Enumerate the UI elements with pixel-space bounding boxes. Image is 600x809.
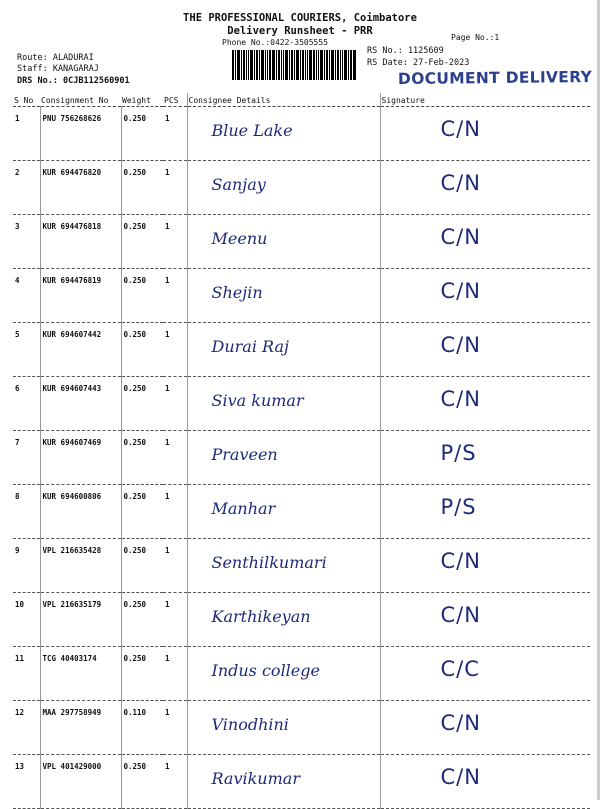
rs-date: RS Date: 27-Feb-2023: [367, 58, 470, 68]
cell-signature-handwritten: C/N: [380, 215, 590, 269]
cell-sno: 11: [13, 647, 40, 701]
cell-pcs: 1: [163, 755, 187, 809]
cell-consignee-handwritten: Meenu: [187, 215, 380, 269]
cell-consignment-no: MAA 297758949: [40, 701, 121, 755]
cell-consignee-handwritten: Karthikeyan: [187, 593, 380, 647]
table-row: [13, 323, 590, 377]
cell-consignee-handwritten: Senthilkumari: [187, 539, 380, 593]
cell-consignee-handwritten: Blue Lake: [187, 107, 380, 161]
cell-sno: 1: [13, 107, 40, 161]
cell-sno: 3: [13, 215, 40, 269]
table-row: [13, 755, 590, 809]
cell-consignee-handwritten: Manhar: [187, 485, 380, 539]
cell-signature-handwritten: P/S: [380, 485, 590, 539]
cell-signature-handwritten: C/N: [380, 539, 590, 593]
cell-pcs: 1: [163, 647, 187, 701]
cell-consignment-no: VPL 401429000: [40, 755, 121, 809]
cell-weight: 0.110: [121, 701, 163, 755]
staff-label: Staff: KANAGARAJ: [17, 64, 99, 74]
cell-pcs: 1: [163, 431, 187, 485]
phone-number: Phone No.:0422-3505555: [222, 38, 328, 47]
route-label: Route: ALADURAI: [17, 53, 94, 63]
cell-pcs: 1: [163, 269, 187, 323]
cell-signature-handwritten: C/N: [380, 701, 590, 755]
cell-consignment-no: KUR 694607442: [40, 323, 121, 377]
table-row: [13, 647, 590, 701]
cell-pcs: 1: [163, 161, 187, 215]
document-delivery-stamp: DOCUMENT DELIVERY: [397, 67, 593, 89]
cell-signature-handwritten: C/N: [380, 593, 590, 647]
col-header-consignment: Consignment No: [40, 93, 121, 107]
cell-consignment-no: PNU 756268626: [40, 107, 121, 161]
barcode-icon: [232, 50, 356, 80]
cell-sno: 7: [13, 431, 40, 485]
cell-weight: 0.250: [121, 539, 163, 593]
cell-consignee-handwritten: Durai Raj: [187, 323, 380, 377]
table-row: [13, 107, 590, 161]
cell-signature-handwritten: C/N: [380, 755, 590, 809]
table-row: [13, 161, 590, 215]
table-row: [13, 539, 590, 593]
cell-sno: 10: [13, 593, 40, 647]
cell-consignment-no: TCG 40403174: [40, 647, 121, 701]
cell-consignee-handwritten: Shejin: [187, 269, 380, 323]
cell-pcs: 1: [163, 377, 187, 431]
cell-signature-handwritten: C/N: [380, 323, 590, 377]
cell-pcs: 1: [163, 485, 187, 539]
col-header-weight: Weight: [121, 93, 163, 107]
col-header-consignee: Consignee Details: [187, 93, 380, 107]
cell-consignment-no: VPL 216635428: [40, 539, 121, 593]
col-header-sno: S No: [13, 93, 40, 107]
col-header-pcs: PCS: [163, 93, 187, 107]
cell-pcs: 1: [163, 593, 187, 647]
cell-sno: 5: [13, 323, 40, 377]
cell-consignee-handwritten: Indus college: [187, 647, 380, 701]
table-row: [13, 593, 590, 647]
cell-consignment-no: KUR 694607469: [40, 431, 121, 485]
cell-pcs: 1: [163, 539, 187, 593]
company-title: THE PROFESSIONAL COURIERS, Coimbatore: [183, 12, 417, 24]
cell-consignment-no: KUR 694607443: [40, 377, 121, 431]
cell-consignment-no: KUR 694476820: [40, 161, 121, 215]
cell-sno: 2: [13, 161, 40, 215]
cell-signature-handwritten: C/N: [380, 269, 590, 323]
cell-consignee-handwritten: Ravikumar: [187, 755, 380, 809]
cell-sno: 12: [13, 701, 40, 755]
cell-weight: 0.250: [121, 647, 163, 701]
cell-consignee-handwritten: Sanjay: [187, 161, 380, 215]
page-number: Page No.:1: [451, 33, 500, 42]
cell-weight: 0.250: [121, 323, 163, 377]
cell-signature-handwritten: C/N: [380, 377, 590, 431]
cell-consignee-handwritten: Siva kumar: [187, 377, 380, 431]
rs-number: RS No.: 1125609: [367, 46, 444, 56]
cell-weight: 0.250: [121, 377, 163, 431]
table-row: [13, 701, 590, 755]
drs-number: DRS No.: 0CJB112560901: [17, 76, 130, 86]
cell-weight: 0.250: [121, 107, 163, 161]
cell-consignment-no: KUR 694476819: [40, 269, 121, 323]
runsheet-title: Delivery Runsheet - PRR: [227, 25, 373, 37]
table-row: [13, 485, 590, 539]
cell-consignment-no: VPL 216635179: [40, 593, 121, 647]
cell-sno: 9: [13, 539, 40, 593]
cell-weight: 0.250: [121, 755, 163, 809]
cell-sno: 13: [13, 755, 40, 809]
table-row: [13, 215, 590, 269]
cell-weight: 0.250: [121, 215, 163, 269]
table-row: [13, 269, 590, 323]
table-row: [13, 431, 590, 485]
cell-signature-handwritten: C/C: [380, 647, 590, 701]
runsheet-table: [13, 93, 590, 809]
col-header-signature: Signature: [380, 93, 590, 107]
cell-sno: 8: [13, 485, 40, 539]
cell-consignee-handwritten: Vinodhini: [187, 701, 380, 755]
cell-consignee-handwritten: Praveen: [187, 431, 380, 485]
cell-weight: 0.250: [121, 431, 163, 485]
table-header-row: [13, 93, 590, 107]
cell-consignment-no: KUR 694476818: [40, 215, 121, 269]
cell-consignment-no: KUR 694600806: [40, 485, 121, 539]
cell-pcs: 1: [163, 701, 187, 755]
cell-sno: 6: [13, 377, 40, 431]
cell-weight: 0.250: [121, 593, 163, 647]
cell-pcs: 1: [163, 107, 187, 161]
cell-signature-handwritten: C/N: [380, 107, 590, 161]
cell-signature-handwritten: C/N: [380, 161, 590, 215]
cell-signature-handwritten: P/S: [380, 431, 590, 485]
cell-pcs: 1: [163, 215, 187, 269]
cell-weight: 0.250: [121, 269, 163, 323]
cell-sno: 4: [13, 269, 40, 323]
cell-pcs: 1: [163, 323, 187, 377]
cell-weight: 0.250: [121, 161, 163, 215]
cell-weight: 0.250: [121, 485, 163, 539]
table-row: [13, 377, 590, 431]
